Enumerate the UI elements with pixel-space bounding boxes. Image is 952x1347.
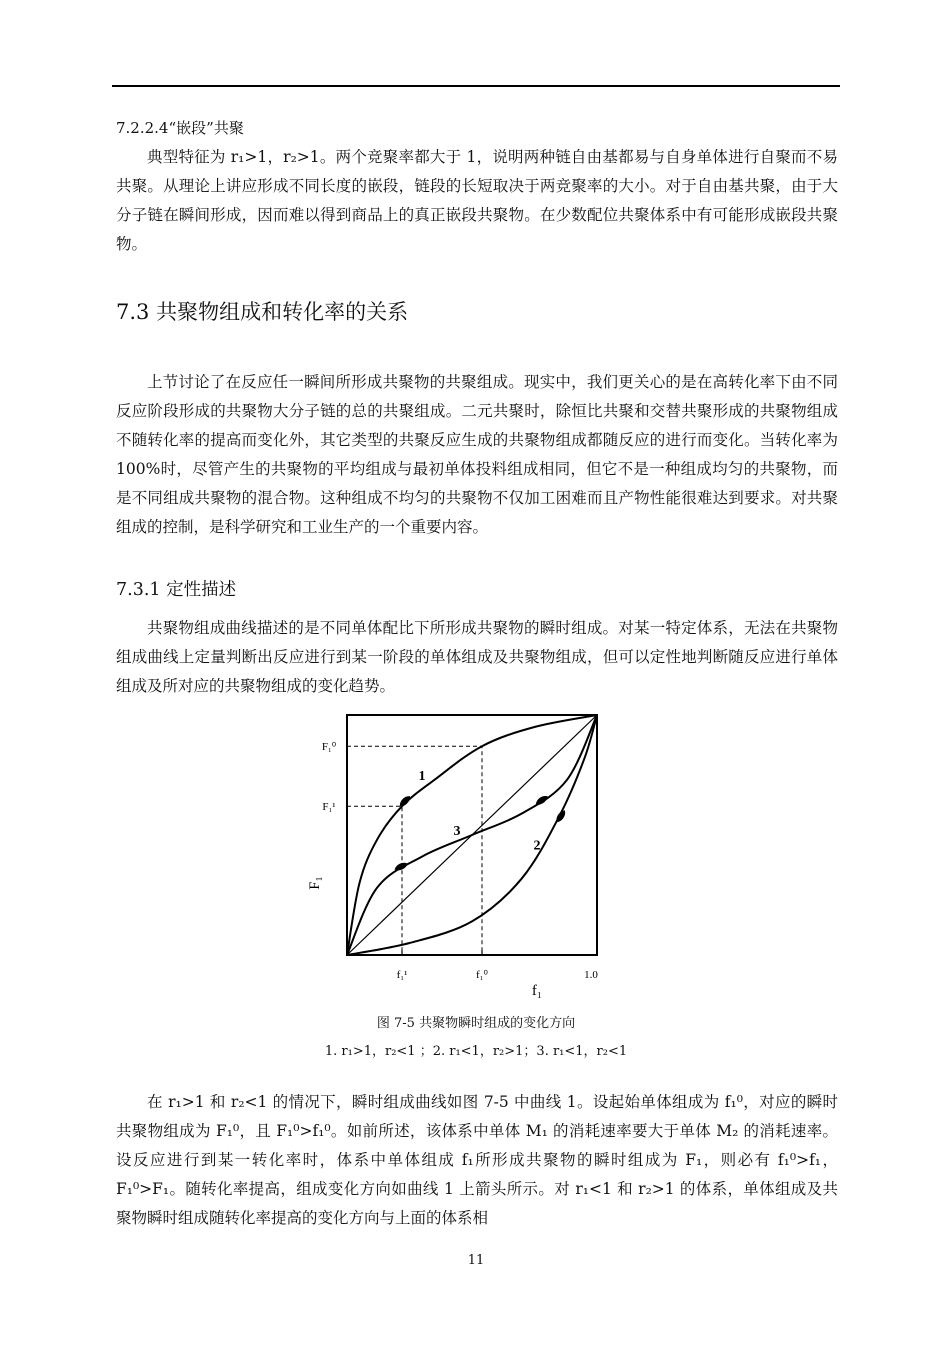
x-tick-label-1: f₁⁰ [476, 969, 488, 981]
guide-f10 [347, 746, 482, 955]
page-number: 11 [467, 1253, 485, 1268]
curve-label-3: 3 [453, 824, 461, 839]
section-heading-731: 7.3.1 定性描述 [116, 580, 237, 600]
y-tick-label-0: F₁⁰ [321, 741, 337, 754]
y-tick-label-1: F₁¹ [322, 801, 336, 814]
arrow-curve-3-upper [535, 794, 549, 806]
y-axis-label: F₁ [307, 876, 323, 890]
composition-chart [290, 705, 620, 1010]
x-tick-label-2: 1.0 [584, 969, 598, 981]
figure-subcaption: 1. r₁>1，r₂<1 ；2. r₁<1，r₂>1；3. r₁<1，r₂<1 [324, 1044, 628, 1059]
x-tick-label-0: f₁¹ [396, 969, 408, 981]
figure-caption: 图 7-5 共聚物瞬时组成的变化方向 [376, 1016, 576, 1031]
curve-label-1: 1 [418, 768, 426, 784]
x-axis-label: f₁ [531, 983, 543, 999]
header-rule [112, 85, 840, 87]
curve-label-2: 2 [533, 838, 541, 854]
arrow-curve-1 [398, 795, 411, 808]
section-heading-73: 7.3 共聚物组成和转化率的关系 [116, 300, 409, 324]
paragraph-qualitative-1: 共聚物组成曲线描述的是不同单体配比下所形成共聚物的瞬时组成。对某一特定体系，无法在共聚物组成曲线上定量判断出反应进行到某一阶段的单体组成及共聚物组成，但可以定性地判断随反应进行单体组成及所对应的共聚物组成的变化趋势。 [116, 619, 838, 695]
paragraph-composition-conversion: 上节讨论了在反应任一瞬间所形成共聚物的共聚组成。现实中，我们更关心的是在高转化率下由不同反应阶段形成的共聚物大分子链的总的共聚组成。二元共聚时，除恒比共聚和交替共聚形成的共聚物组成不随转化率的提高而变化外，其它类型的共聚反应生成的共聚物组成都随反应的进行而变化。当转化率为 100%时，尽管产生的共聚物的平均组成与最初单体投料组成相同，但它不是一种组成均匀的共聚物，而是不同组成共聚物的混合物。这种组成不均匀的共聚物不仅加工困难而且产物性能很难达到要求。对共聚组成的控制，是科学研究和工业生产的一个重要内容。 [116, 373, 838, 536]
section-heading-7224: 7.2.2.4“嵌段”共聚 [116, 119, 244, 137]
paragraph-qualitative-2: 在 r₁>1 和 r₂<1 的情况下，瞬时组成曲线如图 7-5 中曲线 1。设起始单体组成为 f₁⁰，对应的瞬时共聚物组成为 F₁⁰，且 F₁⁰>f₁⁰。如前所述，该体系中单体 M₁ 的消耗速率要大于单体 M₂ 的消耗速率。设反应进行到某一转化率时，体系中单体组成 f₁所形成共聚物的瞬时组成为 F₁，则必有 f₁⁰>f₁，F₁⁰>F₁。随转化率提高，组成变化方向如曲线 1 上箭头所示。对 r₁<1 和 r₂>1 的体系，单体组成及共聚物瞬时组成随转化率提高的变化方向与上面的体系相 [116, 1093, 838, 1227]
paragraph-block-copolymer: 典型特征为 r₁>1，r₂>1。两个竞聚率都大于 1，说明两种链自由基都易与自身单体进行自聚而不易共聚。从理论上讲应形成不同长度的嵌段，链段的长短取决于两竞聚率的大小。对于自由基共聚，由于大分子链在瞬间形成，因而难以得到商品上的真正嵌段共聚物。在少数配位共聚体系中有可能形成嵌段共聚物。 [116, 148, 838, 253]
